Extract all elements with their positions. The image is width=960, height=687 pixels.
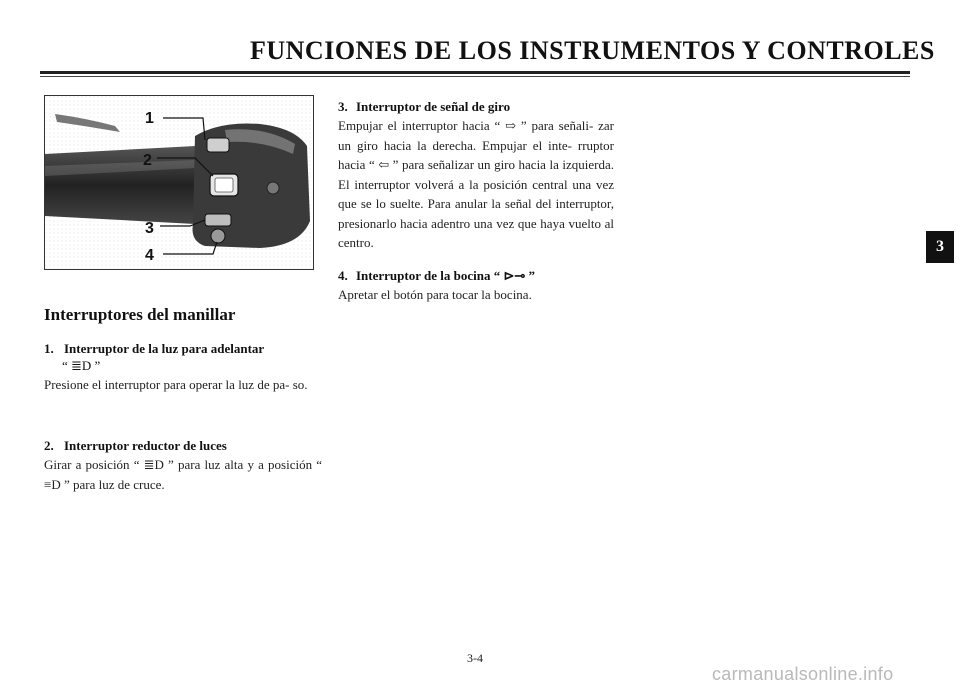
item-1-symbol-line: “ ≣D ” (62, 358, 101, 373)
passing-light-switch (207, 138, 229, 152)
housing-screw (267, 182, 279, 194)
item-2-text: Girar a posición “ ≣D ” para luz alta y a posición “ ≡D ” para luz de cruce. (44, 457, 322, 492)
header-rule-thin (40, 76, 910, 77)
callout-4: 4 (145, 247, 154, 264)
item-2-heading: Interruptor reductor de luces (64, 438, 227, 453)
horn-button (211, 229, 225, 243)
header-rule-thick (40, 71, 910, 74)
chapter-tab: 3 (926, 231, 954, 263)
item-1-text: Presione el interruptor para operar la luz de pa- so. (44, 377, 308, 392)
dimmer-switch-inner (215, 178, 233, 192)
turn-signal-switch (205, 214, 231, 226)
item-4-heading: Interruptor de la bocina “ ⊳⊸ ” (356, 268, 535, 283)
callout-2: 2 (143, 152, 152, 169)
item-1-heading: Interruptor de la luz para adelantar (64, 341, 265, 356)
item-3-text: Empujar el interruptor hacia “ ⇨ ” para señali- zar un giro hacia la derecha. Empujar el inte- rruptor hacia “ ⇦ ” para señalizar un giro hacia la izquierda. El interruptor volverá a la posición central una vez que se lo suelte. Para anular la señal del interruptor, presionarlo hacia adentro una vez que haya vuelto al centro. (338, 118, 614, 250)
item-3-heading: Interruptor de señal de giro (356, 99, 511, 114)
item-1-number: 1. (44, 341, 54, 356)
item-4-text: Apretar el botón para tocar la bocina. (338, 287, 532, 302)
item-4-number: 4. (338, 268, 348, 283)
item-3-number: 3. (338, 99, 348, 114)
item-2-number: 2. (44, 438, 54, 453)
callout-1: 1 (145, 110, 154, 127)
watermark-text: carmanualsonline.info (712, 664, 894, 684)
page-header-title: FUNCIONES DE LOS INSTRUMENTOS Y CONTROLES (250, 36, 935, 65)
page-number: 3-4 (467, 651, 483, 665)
section-title: Interruptores del manillar (44, 305, 236, 324)
handlebar-switches-figure (44, 95, 314, 270)
callout-3: 3 (145, 220, 154, 237)
